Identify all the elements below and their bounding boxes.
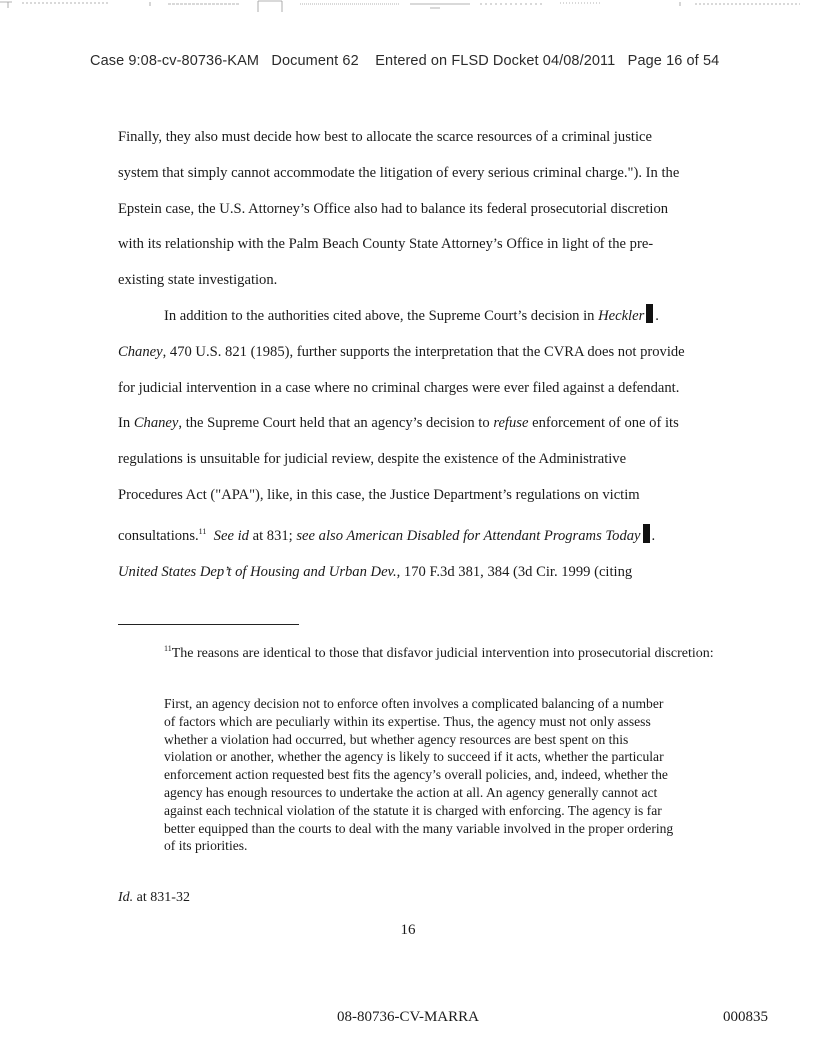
body-line-11: Procedures Act ("APA"), like, in this case, the Justice Department’s regulations on victim xyxy=(118,486,640,503)
body-line-6-text: In addition to the authorities cited above, the Supreme Court’s decision in xyxy=(164,307,599,324)
body-line-12-start: consultations. xyxy=(118,527,199,544)
footnote-ref-11: 11 xyxy=(198,526,207,536)
body-line-9-mid: , the Supreme Court held that an agency’s decision to xyxy=(178,415,494,432)
footnote-11 xyxy=(118,640,718,663)
body-line-10: regulations is unsuitable for judicial review, despite the existence of the Administrative xyxy=(118,451,627,468)
body-line-5: existing state investigation. xyxy=(118,272,278,289)
body-line-12-mid: at 831; xyxy=(248,527,297,544)
body-line-7 xyxy=(118,335,718,371)
bates-case-number: 08-80736-CV-MARRA xyxy=(337,1009,479,1025)
case-name-hud: United States Dep’t of Housing and Urban Dev. xyxy=(118,563,397,580)
bates-stamp-number: 000835 xyxy=(723,1009,768,1025)
body-line-6-end: . xyxy=(655,307,659,324)
page-number: 16 xyxy=(400,922,416,938)
body-line-2: system that simply cannot accommodate the litigation of every serious criminal charge."). In the xyxy=(118,164,680,181)
case-name-chaney: Chaney xyxy=(118,343,163,360)
body-line-13 xyxy=(118,555,718,591)
cite-see-id: See id xyxy=(213,527,249,544)
body-line-12-end: . xyxy=(651,527,656,544)
body-line-4: with its relationship with the Palm Beach County State Attorney’s Office in light of the pre- xyxy=(118,236,654,253)
body-line-9-end: enforcement of one of its xyxy=(528,415,679,432)
cite-id: Id. xyxy=(118,890,134,905)
body-line-1: Finally, they also must decide how best to allocate the scarce resources of a criminal justice xyxy=(118,129,652,145)
body-line-13-text: , 170 F.3d 381, 384 (3d Cir. 1999 (citing xyxy=(396,563,633,580)
footnote-body: The reasons are identical to those that disfavor judicial intervention into prosecutorial discretion: xyxy=(171,646,714,661)
body-line-6 xyxy=(118,299,718,335)
body-line-3: Epstein case, the U.S. Attorney’s Office also had to balance its federal prosecutorial discretion xyxy=(118,200,669,217)
cite-pages: at 831-32 xyxy=(133,890,190,905)
docket-header: Case 9:08-cv-80736-KAM Document 62 Entered on FLSD Docket 04/08/2011 Page 16 of 54 xyxy=(90,53,720,69)
footnote-divider xyxy=(118,624,299,625)
footnote-citation xyxy=(118,890,190,906)
scan-artifact-top xyxy=(0,0,816,14)
footnote-text xyxy=(118,640,718,663)
case-name-adapt: see also American Disabled for Attendant Programs Today xyxy=(296,527,641,544)
case-name-chaney-2: Chaney xyxy=(133,415,179,432)
case-name-heckler: Heckler xyxy=(598,307,645,324)
redaction-mark-2 xyxy=(643,524,650,543)
footnote-number: 11 xyxy=(164,644,172,653)
emphasis-refuse: refuse xyxy=(493,415,529,432)
body-line-7-text: , 470 U.S. 821 (1985), further supports the interpretation that the CVRA does not provide xyxy=(162,343,685,360)
footnote-block-quote: First, an agency decision not to enforce often involves a complicated balancing of a number of factors which are peculiarly within its expertise. Thus, the agency must not only assess whether a violation had occurred, but whether agency resources are best spent on this violation or another, whether the agency is likely to succeed if it acts, whether the particular enforcement action requested best fits the agency’s overall policies, and, indeed, whether the agency has enough resources to undertake the action at all. An agency generally cannot act against each technical violation of the statute it is charged with enforcing. The agency is far better equipped than the courts to deal with the many variable involved in the proper ordering of its priorities. xyxy=(164,696,674,854)
redaction-mark xyxy=(646,304,653,323)
body-line-12 xyxy=(118,514,718,555)
body-line-8: for judicial intervention in a case where no criminal charges were ever filed against a defendant. xyxy=(118,379,680,396)
body-line-9-start: In xyxy=(118,415,134,432)
main-body xyxy=(118,120,718,590)
body-line-9 xyxy=(118,406,718,442)
